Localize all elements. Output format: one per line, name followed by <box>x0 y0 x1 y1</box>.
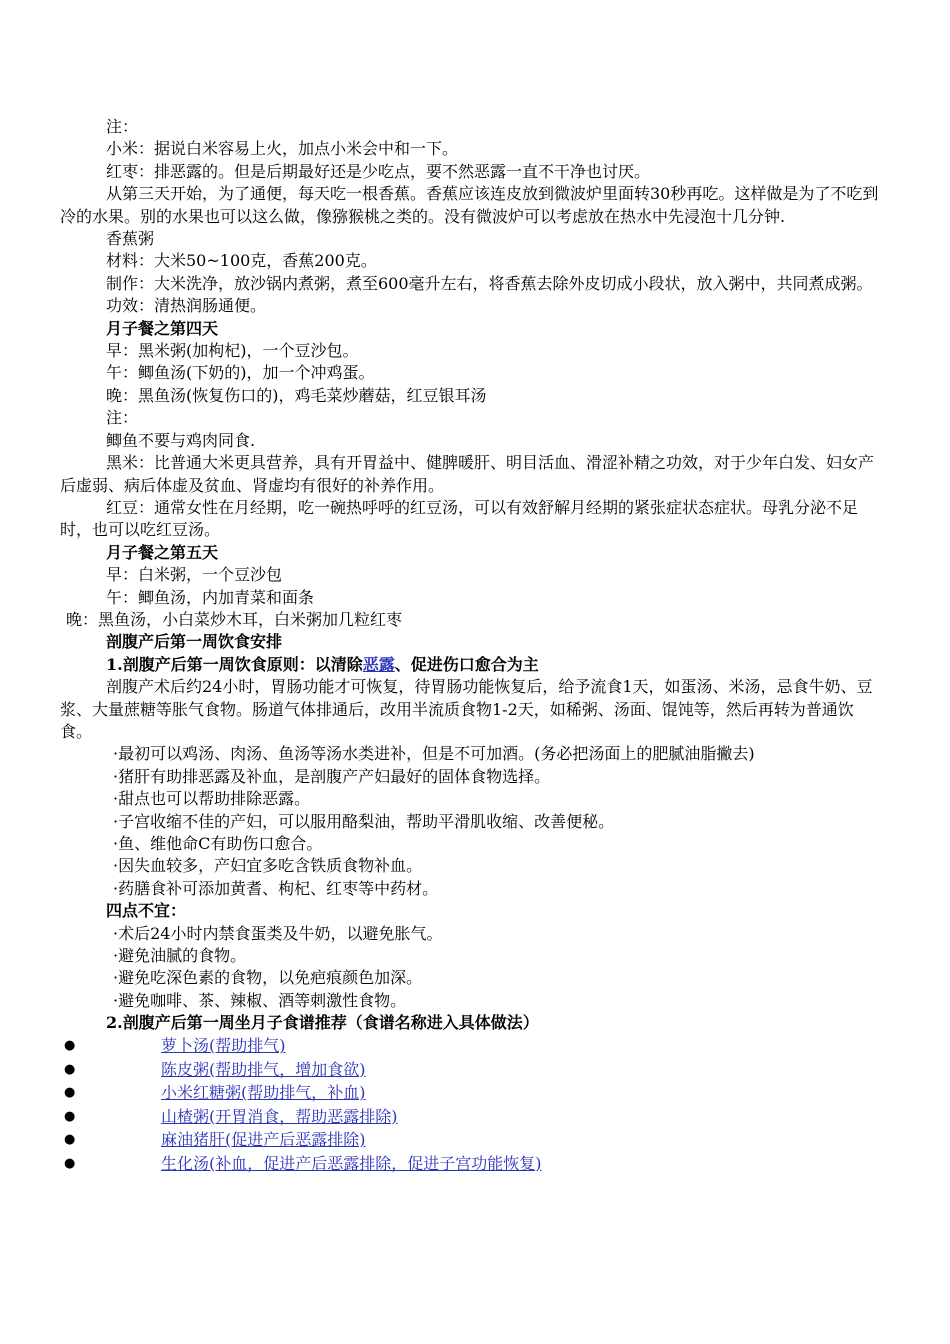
dont-greasy: ·避免油腻的食物。 <box>113 946 247 966</box>
principle-heading-a: 1.剖腹产后第一周饮食原则：以清除 <box>106 654 363 674</box>
banana-ingredients: 材料：大米50~100克，香蕉200克。 <box>106 251 377 271</box>
recipe-link-tangerine-peel-porridge[interactable]: 陈皮粥(帮助排气，增加食欲) <box>161 1059 366 1079</box>
recipe-link-shenghua-soup[interactable]: 生化汤(补血，促进产后恶露排除，促进子宫功能恢复) <box>161 1153 542 1173</box>
list-item <box>58 1082 882 1106</box>
tip-liver: ·猪肝有助排恶露及补血，是剖腹产产妇最好的固体食物选择。 <box>113 766 551 786</box>
principle-heading <box>60 654 882 676</box>
bullet-icon: ● <box>64 1085 76 1101</box>
tip-herbs: ·药膳食补可添加黄耆、枸杞、红枣等中药材。 <box>113 878 439 898</box>
recipe-link-sesame-oil-pork-liver[interactable]: 麻油猪肝(促进产后恶露排除) <box>161 1130 366 1150</box>
document-page <box>60 116 882 1176</box>
dont-dark-pigment: ·避免吃深色素的食物，以免疤痕颜色加深。 <box>113 968 423 988</box>
tip-iron: ·因失血较多，产妇宜多吃含铁质食物补血。 <box>113 856 423 876</box>
day5-dinner: 晚：黑鱼汤，小白菜炒木耳，白米粥加几粒红枣 <box>66 609 403 629</box>
day4-note-red-bean: 红豆：通常女性在月经期，吃一碗热呼呼的红豆汤，可以有效舒解月经期的紧张症状态症状。母乳分泌不足时，也可以吃红豆汤。 <box>60 497 859 540</box>
note-jujube: 红枣：排恶露的。但是后期最好还是少吃点，要不然恶露一直不干净也讨厌。 <box>106 161 651 181</box>
day4-note-black-rice: 黑米：比普通大米更具营养，具有开胃益中、健脾暖肝、明目活血、滑涩补精之功效，对于少年白发、妇女产后虚弱、病后体虚及贫血、肾虚均有很好的补养作用。 <box>60 453 875 495</box>
list-item <box>58 1035 882 1059</box>
recipe-list <box>58 1035 882 1176</box>
note-millet: 小米：据说白米容易上火，加点小米会中和一下。 <box>106 139 459 159</box>
csection-heading: 剖腹产后第一周饮食安排 <box>106 632 283 652</box>
list-item <box>58 1129 882 1153</box>
recipe-link-radish-soup[interactable]: 萝卜汤(帮助排气) <box>161 1036 286 1056</box>
day5-lunch: 午：鲫鱼汤，内加青菜和面条 <box>106 587 315 607</box>
banana-method: 制作：大米洗净，放沙锅内煮粥，煮至600毫升左右，将香蕉去除外皮切成小段状，放入粥中，共同煮成粥。 <box>106 273 873 293</box>
tip-dessert: ·甜点也可以帮助排除恶露。 <box>113 789 311 809</box>
recipes-heading: 2.剖腹产后第一周坐月子食谱推荐（食谱名称进入具体做法） <box>106 1013 539 1033</box>
day5-heading: 月子餐之第五天 <box>106 542 219 562</box>
tip-soup: ·最初可以鸡汤、肉汤、鱼汤等汤水类进补，但是不可加酒。(务必把汤面上的肥腻油脂撇去) <box>113 744 755 764</box>
list-item <box>58 1152 882 1176</box>
day4-note-label: 注： <box>106 408 139 428</box>
tip-fish-vitamin: ·鱼、维他命C有助伤口愈合。 <box>113 834 323 853</box>
lochia-link[interactable]: 恶露 <box>362 654 395 674</box>
principle-heading-b: 、促进伤口愈合为主 <box>394 654 539 674</box>
list-item <box>58 1058 882 1082</box>
bullet-icon: ● <box>64 1108 76 1124</box>
tip-avocado-oil: ·子宫收缩不佳的产妇，可以服用酪梨油，帮助平滑肌收缩、改善便秘。 <box>113 811 615 831</box>
bullet-icon: ● <box>64 1038 76 1054</box>
bullet-icon: ● <box>64 1132 76 1148</box>
day4-dinner: 晚：黑鱼汤(恢复伤口的)，鸡毛菜炒蘑菇，红豆银耳汤 <box>106 385 487 405</box>
bullet-icon: ● <box>64 1061 76 1077</box>
day4-lunch: 午：鲫鱼汤(下奶的)，加一个冲鸡蛋。 <box>106 363 375 383</box>
four-donts-heading: 四点不宜： <box>106 901 187 921</box>
banana-paragraph: 从第三天开始，为了通便，每天吃一根香蕉。香蕉应该连皮放到微波炉里面转30秒再吃。这样做是为了不吃到冷的水果。别的水果也可以这么做，像猕猴桃之类的。没有微波炉可以考虑放在热水中先浸泡十几分钟. <box>60 184 879 226</box>
bullet-icon: ● <box>64 1155 76 1171</box>
principle-paragraph: 剖腹产术后约24小时，胃肠功能才可恢复，待胃肠功能恢复后，给予流食1天，如蛋汤、米汤，忌食牛奶、豆浆、大量蔗糖等胀气食物。肠道气体排通后，改用半流质食物1-2天，如稀粥、汤面、馄饨等，然后再转为普通饮食。 <box>60 677 873 741</box>
recipe-link-hawthorn-porridge[interactable]: 山楂粥(开胃消食，帮助恶露排除) <box>161 1106 398 1126</box>
day4-heading: 月子餐之第四天 <box>106 318 219 338</box>
dont-stimulants: ·避免咖啡、茶、辣椒、酒等刺激性食物。 <box>113 990 407 1010</box>
banana-effect: 功效：清热润肠通便。 <box>106 296 267 316</box>
banana-porridge-title: 香蕉粥 <box>106 229 155 249</box>
note-label: 注： <box>106 117 139 136</box>
dont-eggs-milk: ·术后24小时内禁食蛋类及牛奶，以避免胀气。 <box>113 923 443 943</box>
day4-note-fish: 鲫鱼不要与鸡肉同食. <box>106 430 256 450</box>
recipe-link-millet-brown-sugar-porridge[interactable]: 小米红糖粥(帮助排气，补血) <box>161 1083 366 1103</box>
day4-breakfast: 早：黑米粥(加枸杞)，一个豆沙包。 <box>106 341 359 361</box>
list-item <box>58 1105 882 1129</box>
day5-breakfast: 早：白米粥，一个豆沙包 <box>106 565 283 585</box>
